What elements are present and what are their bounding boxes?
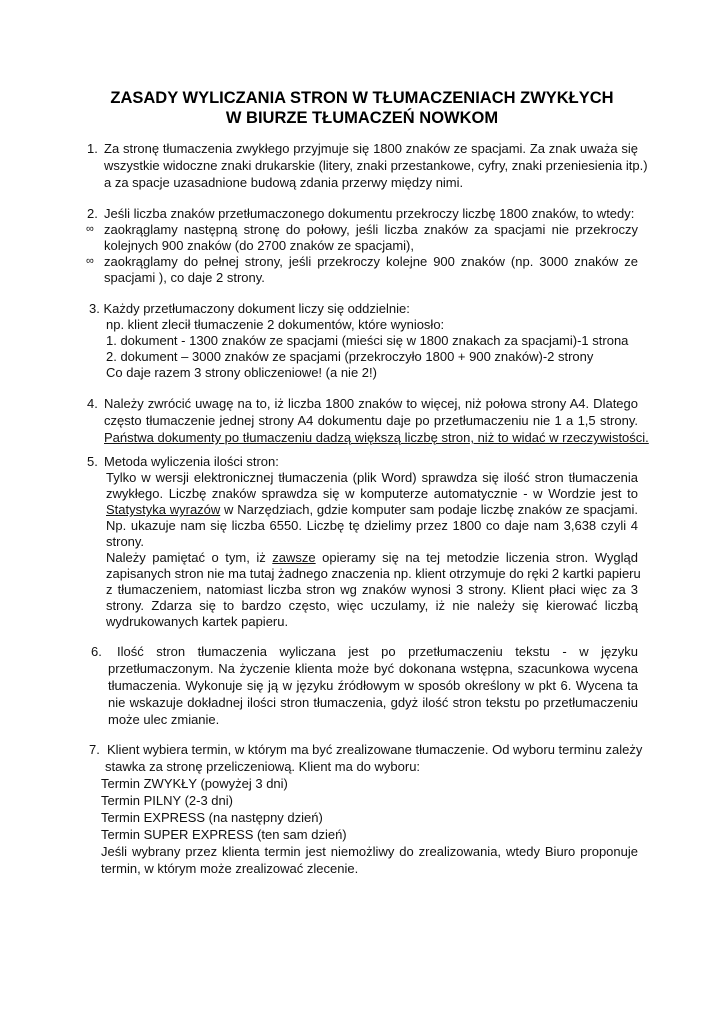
section-6-line-4: nie wskazuje dokładnej ilości stron tłumaczenia, gdyż ilość stron tekstu po przetłumaczeniu [108,695,638,710]
infinity-bullet-icon: ∞ [86,255,94,267]
section-7-number: 7. [89,742,100,757]
section-1-line-2: wszystkie widoczne znaki drukarskie (litery, znaki przestankowe, cyfry, znaki przeniesienia itp.) [104,158,648,173]
zawsze-underlined: zawsze [272,550,316,565]
term-option-express: Termin EXPRESS (na następny dzień) [101,810,323,825]
section-5-line-9: strony. Zdarza się to bardzo często, więc uczulamy, iż nie należy się kierować liczbą [106,598,638,613]
section-5-line-10: wydrukowanych kartek papieru. [106,614,289,629]
section-3-line-3: 2. dokument – 3000 znaków ze spacjami (przekroczyło 1800 + 900 znaków)-2 strony [106,349,594,364]
term-option-zwykly: Termin ZWYKŁY (powyżej 3 dni) [101,776,288,791]
section-5-line-3: Statystyka wyrazów w Narzędziach, gdzie komputer sam podaje liczbę znaków ze spacjami. [106,502,638,517]
section-2-number: 2. [87,206,98,221]
section-2-bullet-2-line-2: spacjami ), co daje 2 strony. [104,270,265,285]
section-6-line-5: może ulec zmianie. [108,712,220,727]
section-7-line-8: termin, w którym może zrealizować zlecenie. [101,861,359,876]
section-7-line-1: Klient wybiera termin, w którym ma być zrealizowane tłumaczenie. Od wyboru terminu zależy [107,742,643,757]
section-2-bullet-1-line-1: zaokrąglamy następną stronę do połowy, jeśli liczba znaków za spacjami nie przekroczy [104,222,638,237]
section-6-line-1: Ilość stron tłumaczenia wyliczana jest po przetłumaczeniu tekstu - w języku [117,644,638,659]
section-5-line-5: strony. [106,534,145,549]
document-title-line-1: ZASADY WYLICZANIA STRON W TŁUMACZENIACH ZWYKŁYCH [110,89,614,107]
section-3-line-2: 1. dokument - 1300 znaków ze spacjami (mieści się w 1800 znakach za spacjami)-1 strona [106,333,629,348]
section-5-heading: Metoda wyliczenia ilości stron: [104,454,279,469]
section-4-number: 4. [87,396,98,411]
section-7-line-7: Jeśli wybrany przez klienta termin jest niemożliwy do zrealizowania, wtedy Biuro proponuje [101,844,638,859]
term-option-super-express: Termin SUPER EXPRESS (ten sam dzień) [101,827,347,842]
document-title-line-2: W BIURZE TŁUMACZEŃ NOWKOM [225,109,499,127]
section-2-bullet-2-line-1: zaokrąglamy do pełnej strony, jeśli przekroczy kolejne 900 znaków (np. 3000 znaków ze [104,254,638,269]
section-3-heading: 3. Każdy przetłumaczony dokument liczy się oddzielnie: [89,301,410,316]
section-3-line-1: np. klient zlecił tłumaczenie 2 dokumentów, które wyniosło: [106,317,445,332]
section-6-number: 6. [91,644,102,659]
section-5-line-1: Tylko w wersji elektronicznej tłumaczenia (plik Word) sprawdza się ilość stron tłumaczenia [106,470,638,485]
section-5-line-2: zwykłego. Liczbę znaków sprawdza się w komputerze automatycznie - w Wordzie jest to [106,486,638,501]
section-3-line-4: Co daje razem 3 strony obliczeniowe! (a nie 2!) [106,365,377,380]
section-5-line-4: Np. ukazuje nam się liczba 6550. Liczbę tę dzielimy przez 1800 co daje nam 3,638 czyli 4 [106,518,638,533]
section-4-line-2: często tłumaczenie jednej strony A4 dokumentu daje po przetłumaczeniu nie 1 a 1,5 strony. [104,413,638,428]
section-5-line-6: Należy pamiętać o tym, iż zawsze opieramy się na tej metodzie liczenia stron. Wygląd [106,550,638,565]
section-1-line-1: Za stronę tłumaczenia zwykłego przyjmuje się 1800 znaków ze spacjami. Za znak uważa się [104,141,638,156]
section-1-number: 1. [87,141,98,156]
infinity-bullet-icon: ∞ [86,223,94,235]
section-4-line-1: Należy zwrócić uwagę na to, iż liczba 1800 znaków to więcej, niż połowa strony A4. Dlatego [104,396,638,411]
section-5-line-7: zapisanych stron nie ma tutaj żadnego znaczenia np. klient otrzymuje do ręki 2 kartki papieru [106,566,641,581]
section-6-line-2: przetłumaczonym. Na życzenie klienta może być dokonana wstępna, szacunkowa wycena [108,661,638,676]
section-2-bullet-1-line-2: kolejnych 900 znaków (do 2700 znaków ze spacjami), [104,238,415,253]
section-7-line-2: stawka za stronę przeliczeniową. Klient ma do wyboru: [105,759,421,774]
statystyka-wyrazow-link: Statystyka wyrazów [106,502,221,517]
section-6-line-3: tłumaczenia. Wykonuje się ją w języku źródłowym w sposób określony w pkt 6. Wycena ta [108,678,638,693]
section-5-line-8: z tłumaczeniem, natomiast liczba stron wg znaków wynosi 3 strony. Klient płaci więc za 3 [106,582,638,597]
term-option-pilny: Termin PILNY (2-3 dni) [101,793,233,808]
section-4-underlined-note: Państwa dokumenty po tłumaczeniu dadzą większą liczbę stron, niż to widać w rzeczywistości. [104,430,649,445]
section-1-line-3: a za spacje uzasadnione budową zdania przerwy między nimi. [104,175,464,190]
section-5-number: 5. [87,454,98,469]
section-2-intro: Jeśli liczba znaków przetłumaczonego dokumentu przekroczy liczbę 1800 znaków, to wtedy: [104,206,635,221]
